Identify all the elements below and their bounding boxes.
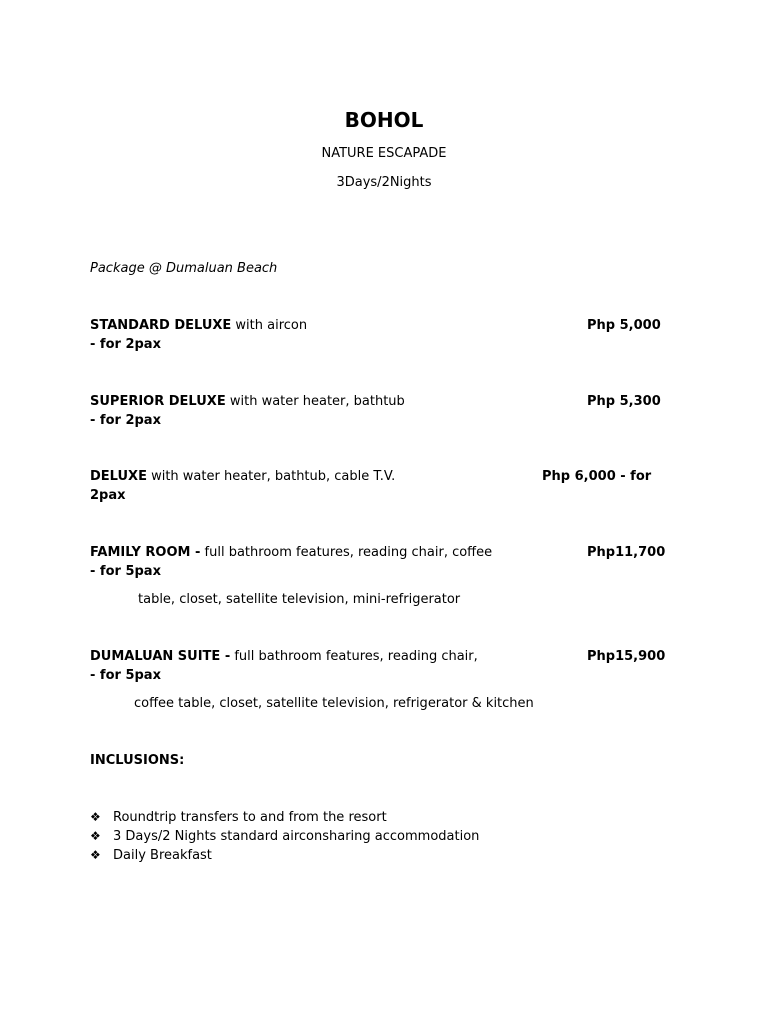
room-description: with water heater, bathtub, cable T.V. [146, 469, 396, 484]
room-pax: - for 5pax [90, 668, 161, 683]
room-name: DUMALUAN SUITE - [90, 649, 231, 664]
room-description: with aircon [231, 318, 308, 333]
diamond-bullet-icon: ❖ [90, 829, 101, 843]
diamond-bullet-icon: ❖ [90, 848, 101, 862]
room-price: Php 5,000 [587, 318, 661, 333]
inclusions-heading: INCLUSIONS: [90, 753, 185, 768]
room-description: full bathroom features, reading chair, [230, 649, 478, 664]
room-description: with water heater, bathtub [225, 394, 405, 409]
room-pax: - for 2pax [90, 413, 161, 428]
room-price: Php11,700 [587, 545, 666, 560]
room-line [90, 647, 478, 666]
room-line [90, 316, 307, 335]
inclusions-list [90, 808, 479, 865]
page-title: BOHOL [344, 108, 424, 132]
room-price: Php15,900 [587, 649, 666, 664]
inclusion-text: Roundtrip transfers to and from the resort [113, 810, 387, 825]
room-extra-features: table, closet, satellite television, mini-refrigerator [138, 592, 461, 607]
room-pax: - for 5pax [90, 564, 161, 579]
room-price: Php 5,300 [587, 394, 661, 409]
package-label: Package @ Dumaluan Beach [90, 261, 278, 276]
room-description: full bathroom features, reading chair, coffee [200, 545, 493, 560]
list-item [90, 827, 479, 846]
room-name: SUPERIOR DELUXE [90, 394, 226, 409]
room-line [90, 467, 395, 486]
room-pax: - for 2pax [90, 337, 161, 352]
list-item [90, 808, 479, 827]
room-extra-features: coffee table, closet, satellite television, refrigerator & kitchen [134, 696, 534, 711]
page-subtitle: NATURE ESCAPADE [321, 146, 447, 161]
room-line [90, 392, 405, 411]
trip-duration: 3Days/2Nights [336, 175, 432, 190]
room-line [90, 543, 492, 562]
room-name: FAMILY ROOM - [90, 545, 201, 560]
list-item [90, 846, 479, 865]
room-price: Php 6,000 - for [542, 469, 652, 484]
inclusion-text: Daily Breakfast [113, 848, 212, 863]
room-name: DELUXE [90, 469, 147, 484]
room-name: STANDARD DELUXE [90, 318, 232, 333]
diamond-bullet-icon: ❖ [90, 810, 101, 824]
inclusion-text: 3 Days/2 Nights standard airconsharing accommodation [113, 829, 480, 844]
room-pax: 2pax [90, 488, 126, 503]
